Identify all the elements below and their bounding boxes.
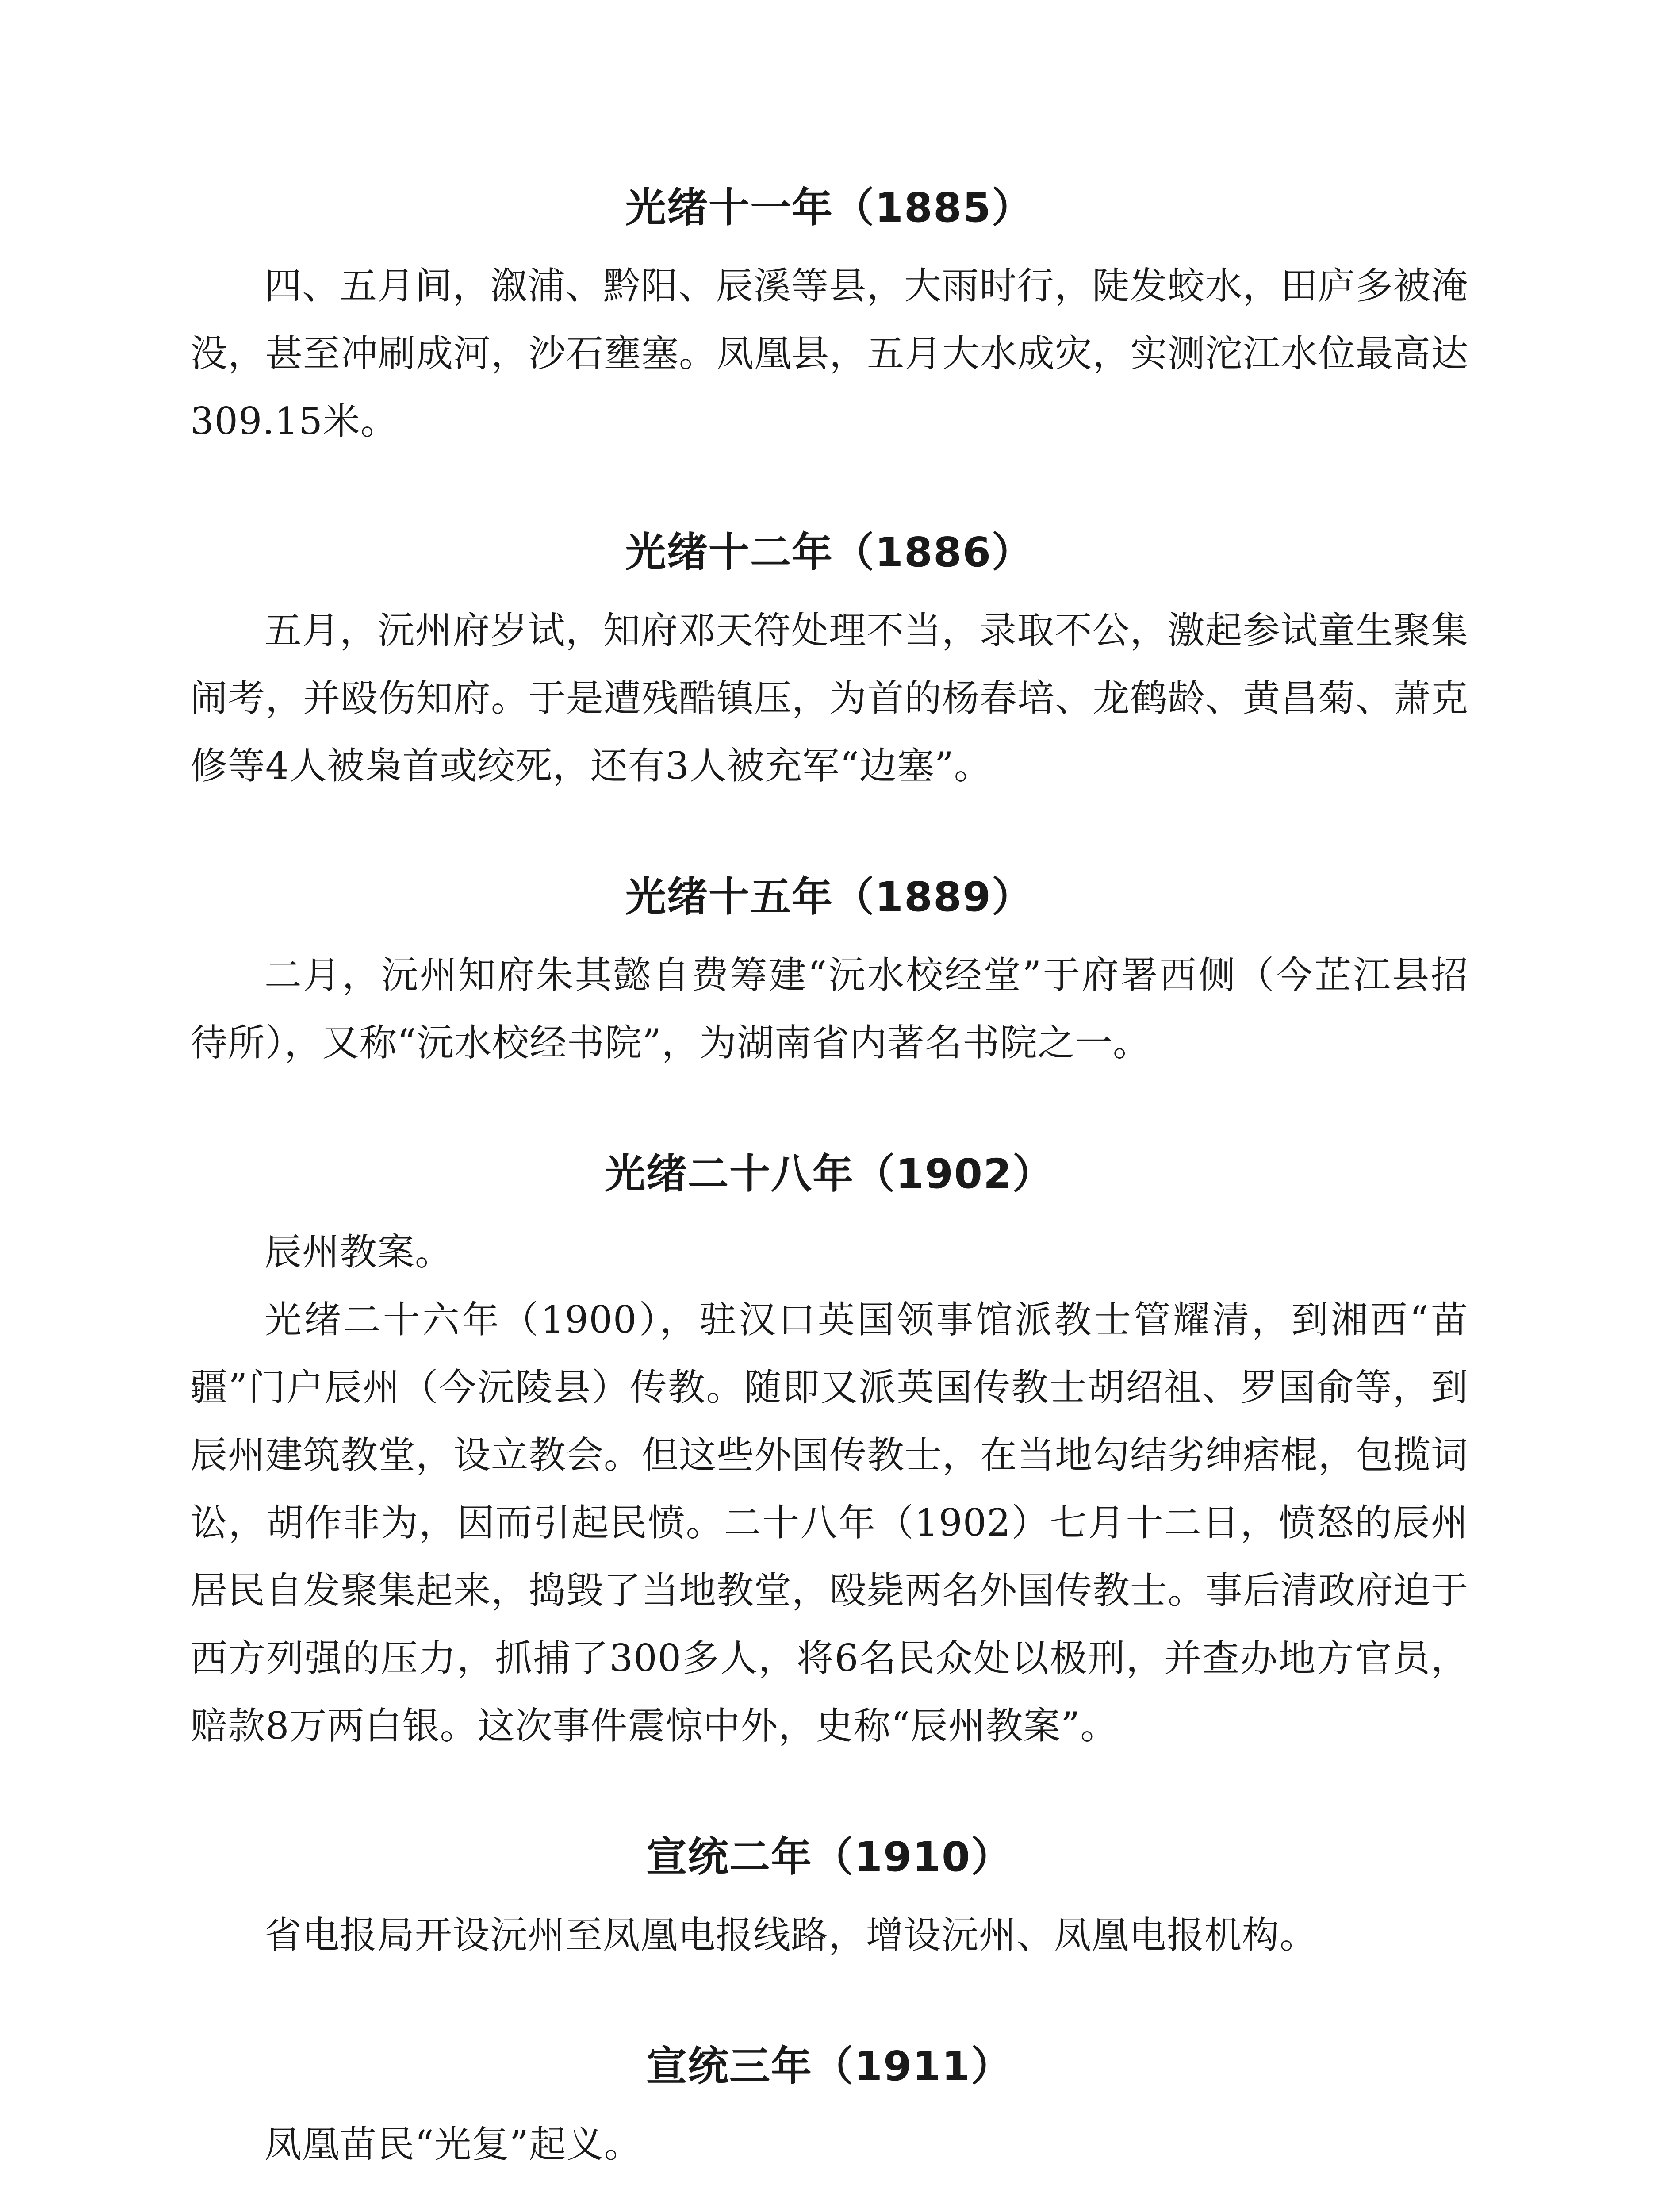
entry-1910 <box>190 1826 1468 1969</box>
entry-paragraph: 凤凰苗民“光复”起义。 <box>264 2123 642 2166</box>
entry-heading: 光绪十五年（1889） <box>625 873 1034 921</box>
entry-1911 <box>190 2035 1468 2178</box>
entry-paragraph: 二月，沅州知府朱其懿自费筹建“沅水校经堂”于府署西侧（今芷江县招待所），又称“沅水校经书院”，为湖南省内著名书院之一。 <box>190 953 1468 1064</box>
entry-paragraph: 省电报局开设沅州至凤凰电报线路，增设沅州、凤凰电报机构。 <box>264 1913 1318 1957</box>
entry-heading: 宣统三年（1911） <box>646 2043 1013 2090</box>
entry-paragraph: 光绪二十六年（1900），驻汉口英国领事馆派教士管耀清，到湘西“苗疆”门户辰州（今沅陵县）传教。随即又派英国传教士胡绍祖、罗国俞等，到辰州建筑教堂，设立教会。但这些外国传教士，在当地勾结劣绅痞棍，包揽词讼，胡作非为，因而引起民愤。二十八年（1902）七月十二日，愤怒的辰州居民自发聚集起来，捣毁了当地教堂，殴毙两名外国传教士。事后清政府迫于西方列强的压力，抓捕了300多人，将6名民众处以极刑，并查办地方官员，赔款8万两白银。这次事件震惊中外，史称“辰州教案”。 <box>190 1298 1469 1747</box>
entry-heading: 光绪十一年（1885） <box>625 184 1034 231</box>
entry-1885 <box>190 177 1468 455</box>
entry-paragraph: 辰州教案。 <box>264 1230 453 1274</box>
page-content <box>190 177 1468 2178</box>
entry-1886 <box>190 522 1468 800</box>
entry-1889 <box>190 866 1468 1077</box>
entry-1902 <box>190 1143 1468 1760</box>
entry-heading: 光绪十二年（1886） <box>625 529 1034 576</box>
entry-paragraph: 四、五月间，溆浦、黔阳、辰溪等县，大雨时行，陡发蛟水，田庐多被淹没，甚至冲刷成河，沙石壅塞。凤凰县，五月大水成灾，实测沱江水位最高达309.15米。 <box>190 264 1469 443</box>
entry-paragraph: 五月，沅州府岁试，知府邓天符处理不当，录取不公，激起参试童生聚集闹考，并殴伤知府。于是遭残酷镇压，为首的杨春培、龙鹤龄、黄昌菊、萧克修等4人被枭首或绞死，还有3人被充军“边塞”。 <box>190 609 1469 787</box>
entry-heading: 光绪二十八年（1902） <box>604 1150 1054 1198</box>
entry-heading: 宣统二年（1910） <box>646 1833 1013 1881</box>
